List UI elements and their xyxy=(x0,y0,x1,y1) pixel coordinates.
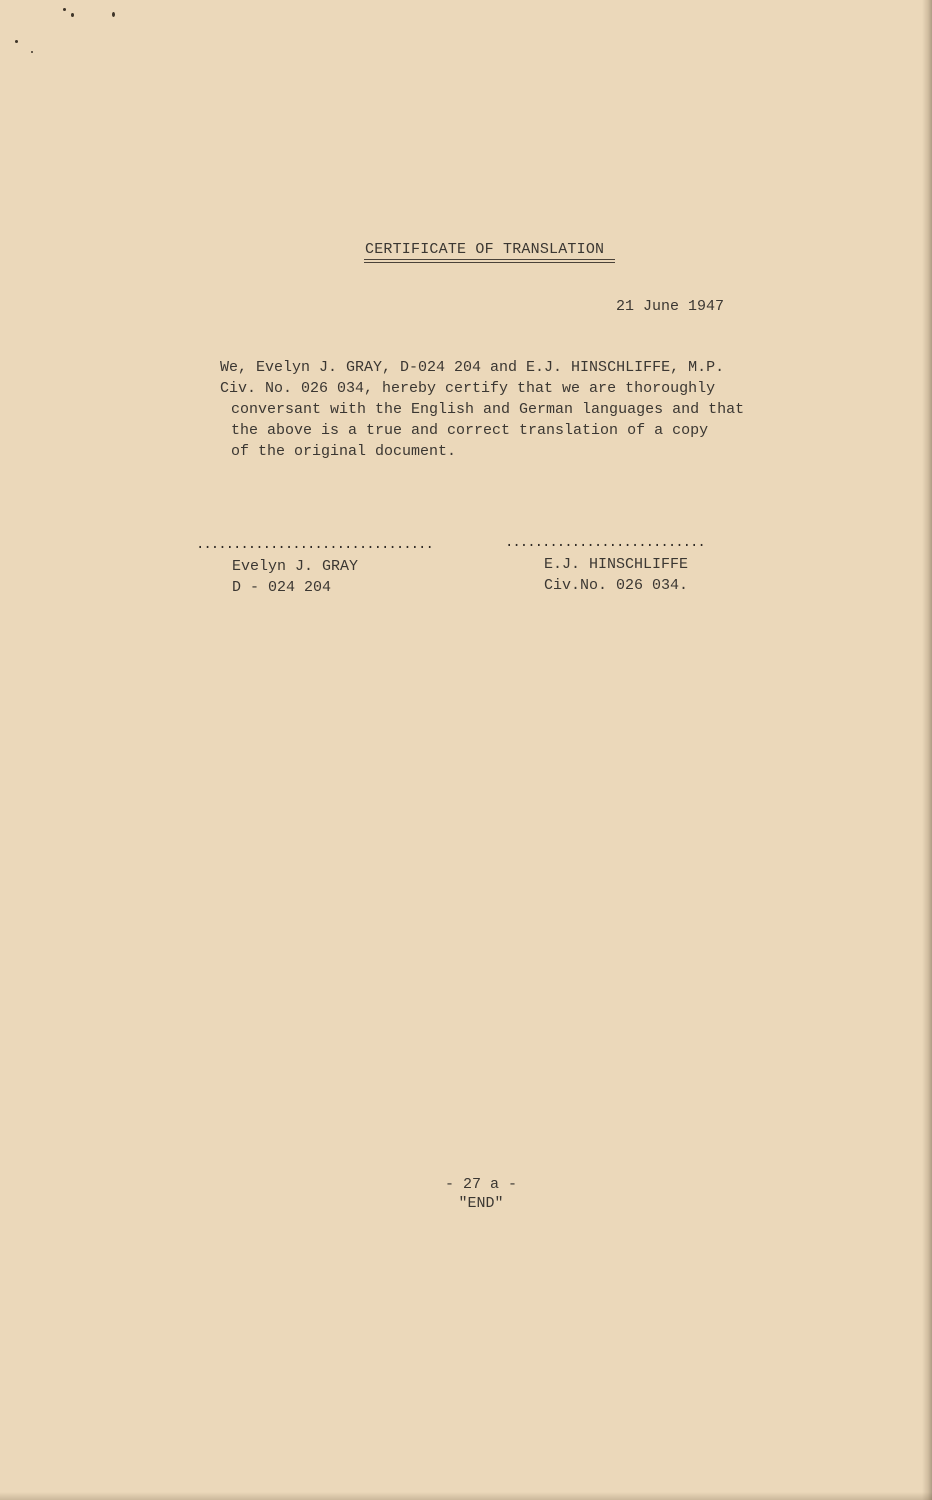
signature-line-right: ........................... xyxy=(505,535,705,551)
signatory-name: E.J. HINSCHLIFFE xyxy=(544,556,689,573)
end-mark: "END" xyxy=(458,1195,504,1212)
signatory-name: Evelyn J. GRAY xyxy=(232,558,359,575)
paper-speck xyxy=(63,8,66,11)
title-underline xyxy=(364,262,615,263)
paper-edge-shadow xyxy=(0,1492,932,1500)
signatory-right xyxy=(544,554,688,596)
signatory-left xyxy=(232,556,358,598)
body-line: conversant with the English and German languages and that xyxy=(231,401,745,418)
signature-line-left: ................................ xyxy=(196,537,433,553)
paper-speck xyxy=(31,51,33,53)
paper-edge-shadow xyxy=(922,0,932,1500)
paper-speck xyxy=(112,12,115,17)
body-line: the above is a true and correct translation of a copy xyxy=(231,422,709,439)
title-underline xyxy=(364,259,615,260)
document-title: CERTIFICATE OF TRANSLATION xyxy=(365,241,605,258)
page-footer xyxy=(0,1175,932,1213)
paper-speck xyxy=(15,40,18,43)
document-date: 21 June 1947 xyxy=(616,298,725,315)
certificate-body xyxy=(220,357,820,462)
signatory-id: Civ.No. 026 034. xyxy=(544,577,689,594)
body-line: We, Evelyn J. GRAY, D-024 204 and E.J. HINSCHLIFFE, M.P. xyxy=(220,359,725,376)
signatory-id: D - 024 204 xyxy=(232,579,332,596)
body-line: Civ. No. 026 034, hereby certify that we are thoroughly xyxy=(220,380,716,397)
page-number: - 27 a - xyxy=(444,1176,517,1193)
paper-speck xyxy=(71,13,74,17)
body-line: of the original document. xyxy=(231,443,457,460)
